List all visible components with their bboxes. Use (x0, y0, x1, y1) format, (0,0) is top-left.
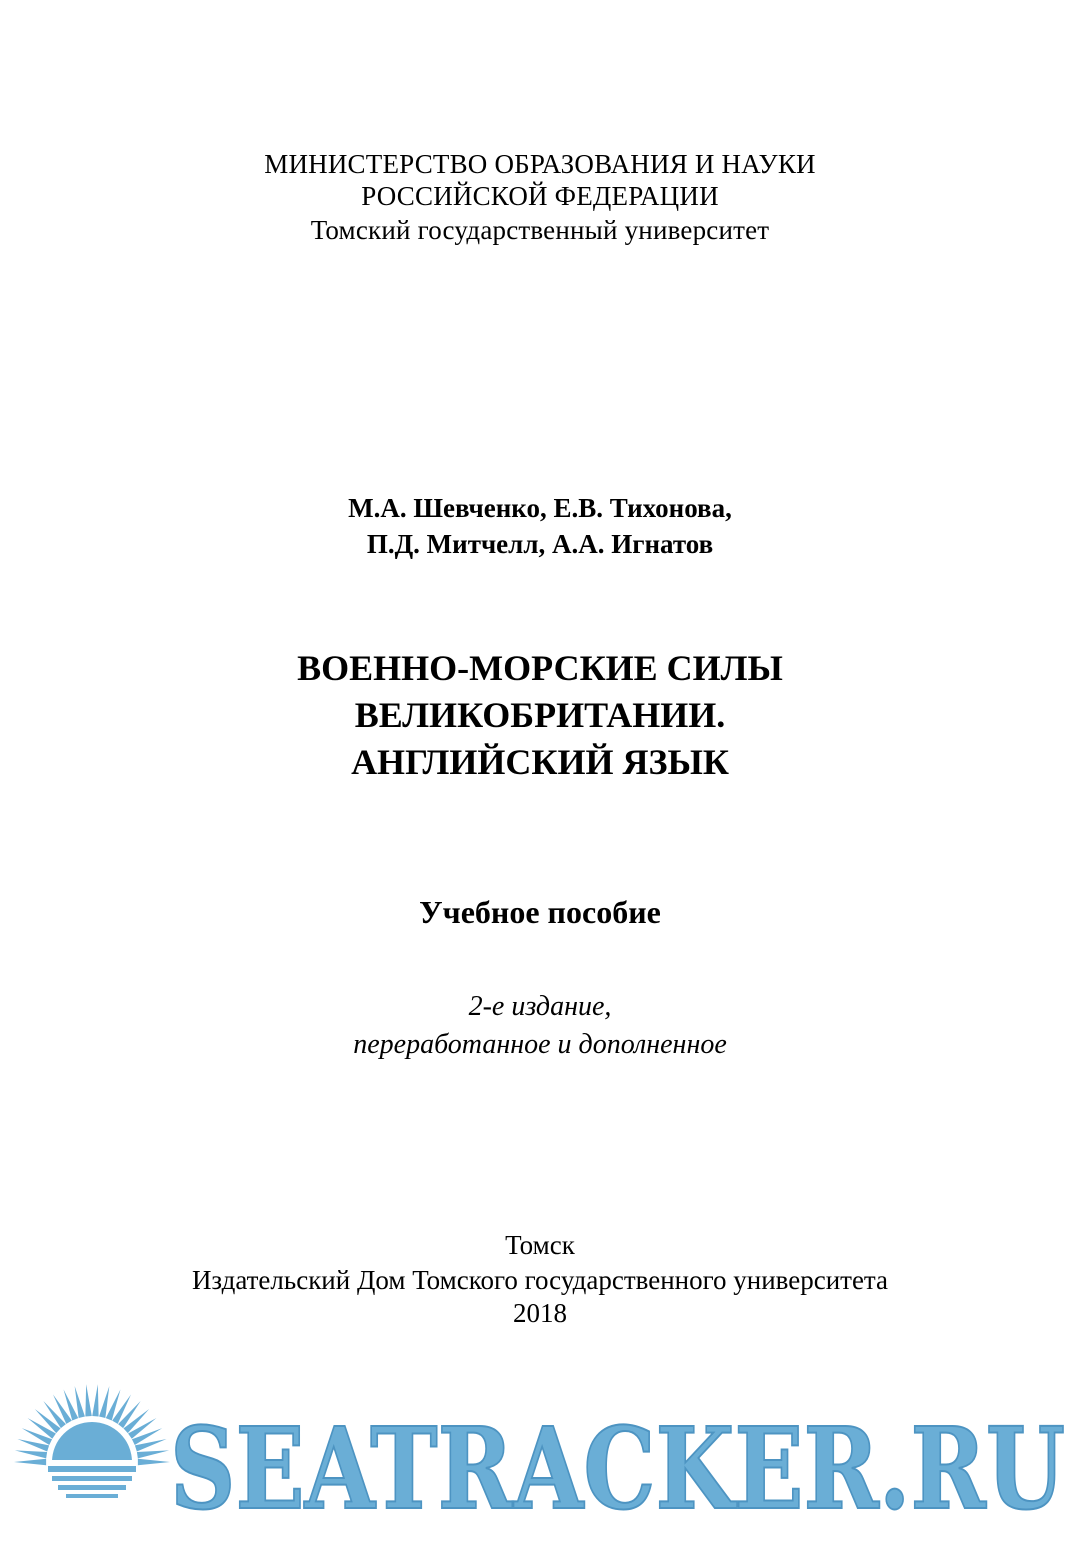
seatracker-watermark (0, 1380, 1080, 1540)
book-title-line-2: ВЕЛИКОБРИТАНИИ. (354, 695, 726, 735)
edition-line-2: переработанное и дополненное (353, 1029, 727, 1060)
book-subtitle: Учебное пособие (419, 894, 661, 930)
ministry-line-2: РОССИЙСКОЙ ФЕДЕРАЦИИ (361, 181, 719, 211)
authors-line-2: П.Д. Митчелл, А.А. Игнатов (366, 529, 714, 559)
imprint-publisher: Издательский Дом Томского государственного университета (191, 1265, 889, 1295)
university-name: Томский государственный университет (310, 215, 770, 245)
sun-ray (14, 1459, 46, 1465)
imprint-year: 2018 (513, 1298, 567, 1328)
sun-ray (85, 1384, 91, 1416)
authors-line-1: М.А. Шевченко, Е.В. Тихонова, (348, 493, 732, 523)
sun-ray (15, 1450, 47, 1458)
book-title-line-1: ВОЕННО-МОРСКИЕ СИЛЫ (297, 648, 783, 688)
edition-line-1: 2-е издание, (468, 991, 612, 1022)
watermark-text: SEATRACKER.RU (170, 1404, 1065, 1535)
sun-ray (138, 1459, 170, 1465)
sun-ray (75, 1386, 85, 1418)
sun-ray (99, 1386, 109, 1418)
ministry-line-1: МИНИСТЕРСТВО ОБРАЗОВАНИЯ И НАУКИ (264, 149, 816, 179)
sun-ray (137, 1450, 169, 1458)
imprint-city: Томск (505, 1230, 575, 1260)
sun-ray (92, 1384, 98, 1416)
sun-over-sea-icon (14, 1384, 170, 1502)
book-title-line-3: АНГЛИЙСКИЙ ЯЗЫК (351, 742, 729, 782)
